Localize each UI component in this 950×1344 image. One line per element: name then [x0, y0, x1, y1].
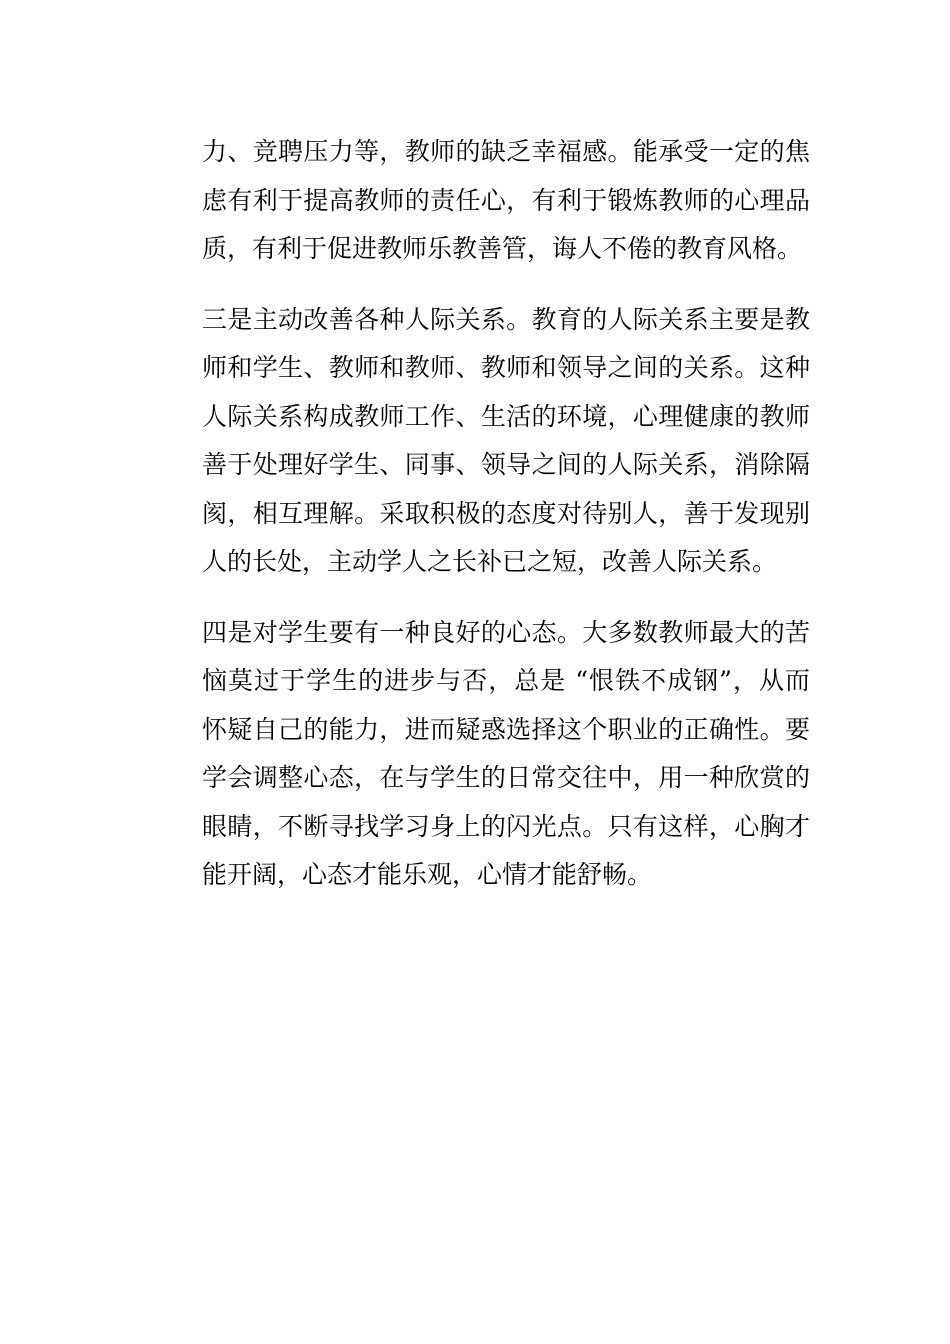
text-line: 学会调整心态，在与学生的日常交往中，用一种欣赏的: [202, 763, 810, 792]
text-line: 眼睛，不断寻找学习身上的闪光点。只有这样，心胸才: [202, 811, 810, 841]
text-line: 质，有利于促进教师乐教善管，诲人不倦的教育风格。: [202, 234, 803, 263]
paragraph-2: [202, 296, 810, 587]
text-line: 三是主动改善各种人际关系。教育的人际关系主要是教: [202, 304, 810, 334]
text-line: 四是对学生要有一种良好的心态。大多数教师最大的苦: [202, 617, 810, 647]
text-line: 阂，相互理解。采取积极的态度对待别人，善于发现别: [202, 498, 810, 528]
text-line: 人的长处，主动学人之长补已之短，改善人际关系。: [202, 547, 778, 576]
text-line: 人际关系构成教师工作、生活的环境，心理健康的教师: [202, 401, 810, 431]
text-line: 恼莫过于学生的进步与否，总是 “恨铁不成钢”，从而: [202, 666, 810, 695]
text-line: 师和学生、教师和教师、教师和领导之间的关系。这种: [202, 353, 810, 382]
paragraph-3: [202, 609, 810, 900]
text-line: 能开阔，心态才能乐观，心情才能舒畅。: [202, 860, 653, 889]
text-line: 怀疑自己的能力，进而疑惑选择这个职业的正确性。要: [202, 714, 810, 744]
text-line: 力、竞聘压力等，教师的缺乏幸福感。能承受一定的焦: [202, 137, 810, 166]
document-body: [202, 128, 810, 922]
paragraph-1: [202, 128, 810, 274]
text-line: 虑有利于提高教师的责任心，有利于锻炼教师的心理品: [202, 185, 810, 215]
text-line: 善于处理好学生、同事、领导之间的人际关系，消除隔: [202, 450, 810, 479]
